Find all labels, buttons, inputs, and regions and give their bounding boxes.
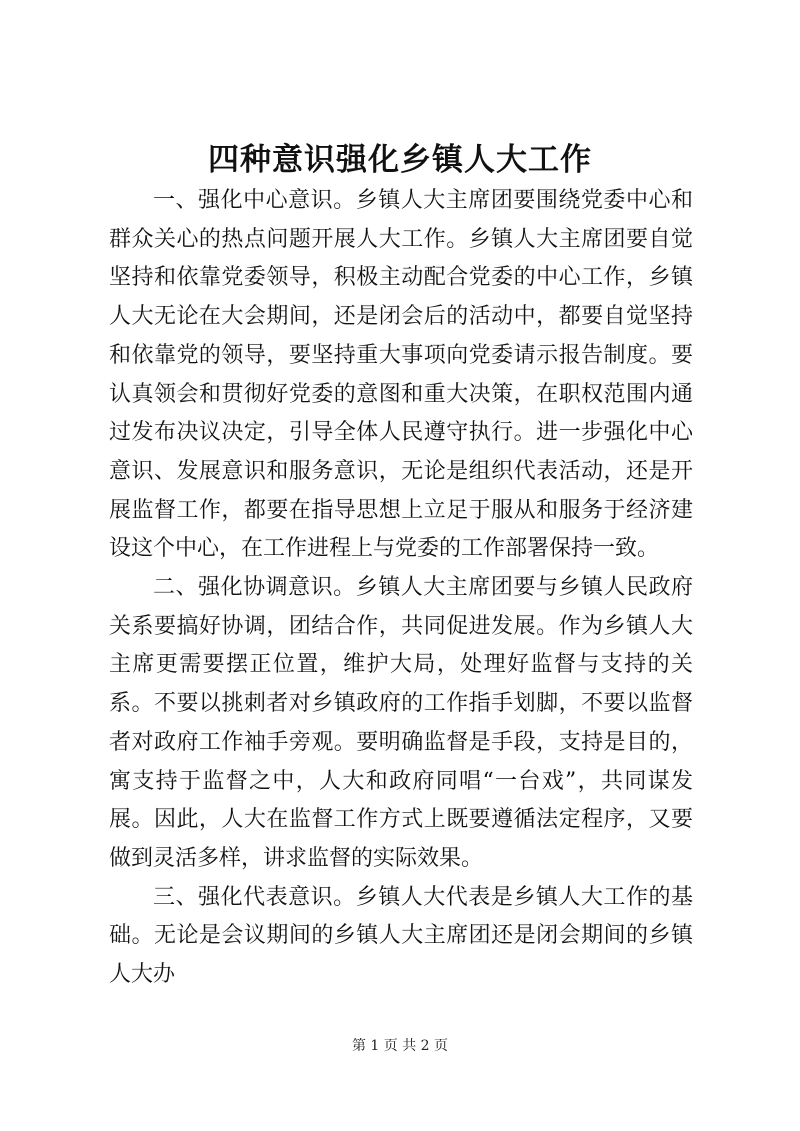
paragraph-1: 一、强化中心意识。乡镇人大主席团要围绕党委中心和群众关心的热点问题开展人大工作。乡镇人大主席团要自觉坚持和依靠党委领导，积极主动配合党委的中心工作，乡镇人大无论在大会期间，还是闭会后的活动中，都要自觉坚持和依靠党的领导，要坚持重大事项向党委请示报告制度。要认真领会和贯彻好党委的意图和重大决策，在职权范围内通过发布决议决定，引导全体人民遵守执行。进一步强化中心意识、发展意识和服务意识，无论是组织代表活动，还是开展监督工作，都要在指导思想上立足于服从和服务于经济建设这个中心，在工作进程上与党委的工作部署保持一致。 <box>109 188 693 562</box>
paragraph-2: 二、强化协调意识。乡镇人大主席团要与乡镇人民政府关系要搞好协调，团结合作，共同促进发展。作为乡镇人大主席更需要摆正位置，维护大局，处理好监督与支持的关系。不要以挑刺者对乡镇政府的工作指手划脚，不要以监督者对政府工作袖手旁观。要明确监督是手段，支持是目的，寓支持于监督之中，人大和政府同唱“一台戏”，共同谋发展。因此，人大在监督工作方式上既要遵循法定程序，又要做到灵活多样，讲求监督的实际效果。 <box>109 575 693 871</box>
paragraph-3: 三、强化代表意识。乡镇人大代表是乡镇人大工作的基础。无论是会议期间的乡镇人大主席团还是闭会期间的乡镇人大办 <box>109 884 693 988</box>
document-title: 四种意识强化乡镇人大工作 <box>208 142 592 178</box>
document-body <box>109 182 693 995</box>
page-footer: 第 1 页 共 2 页 <box>351 1038 449 1054</box>
